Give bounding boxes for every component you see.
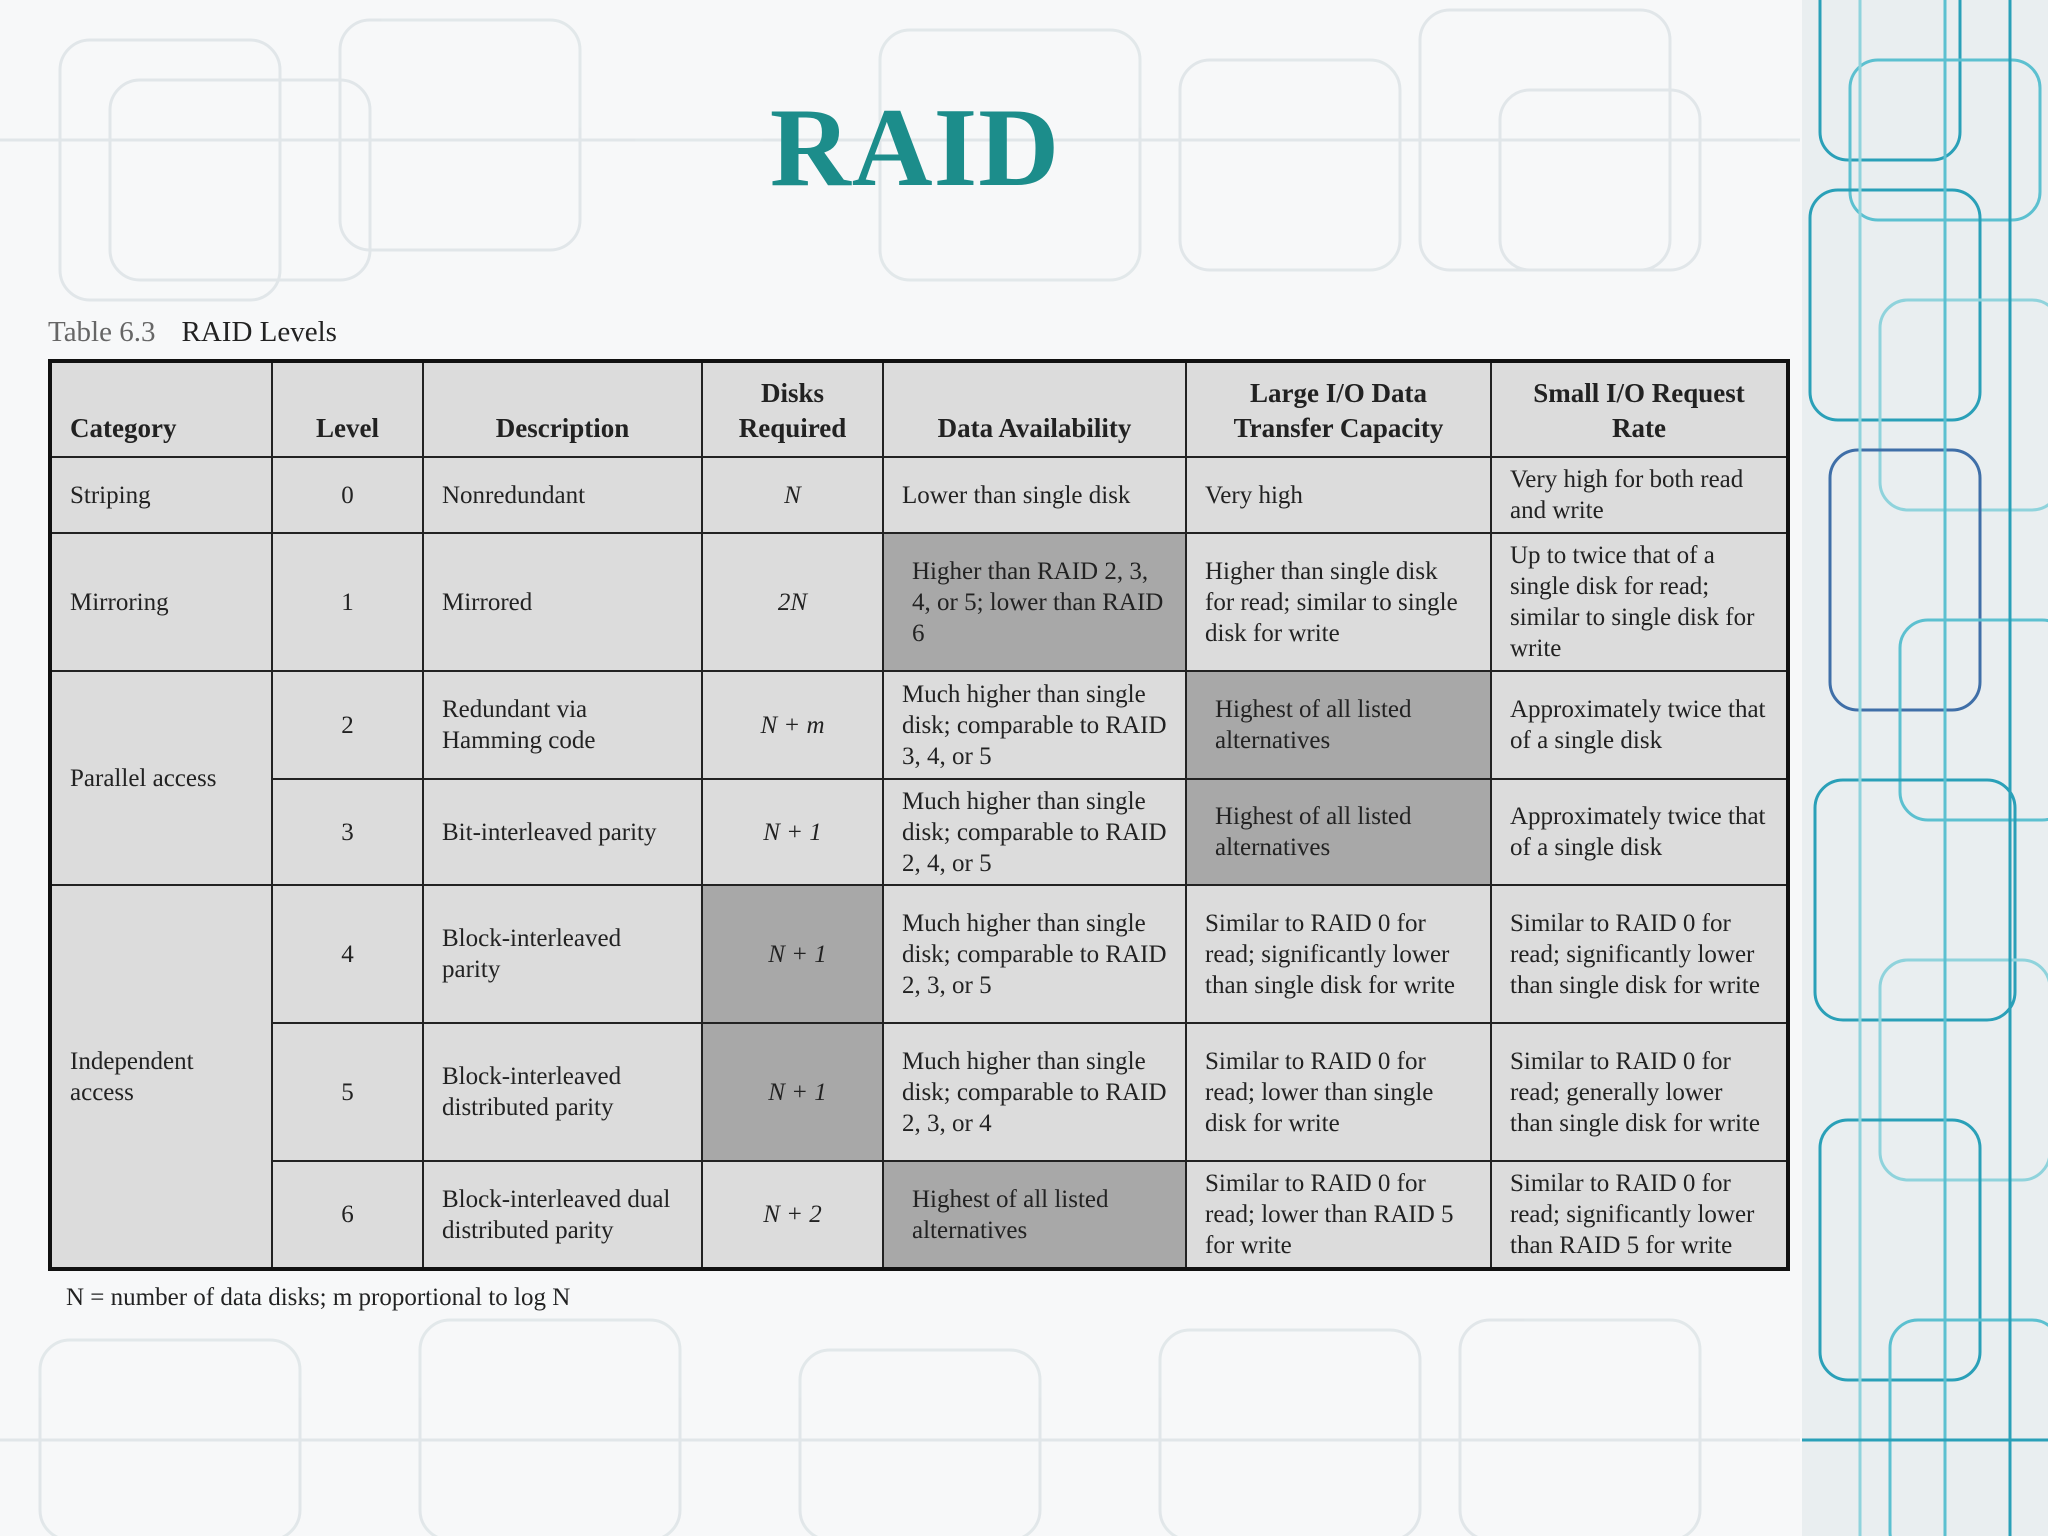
small-io-cell: Similar to RAID 0 for read; significantly lower than single disk for write <box>1491 885 1788 1023</box>
raid-levels-table <box>48 359 1790 1271</box>
table-caption <box>48 312 337 352</box>
header-category: Category <box>50 361 272 457</box>
table-footnote: N = number of data disks; m proportional to log N <box>66 1284 571 1311</box>
table-row <box>50 1161 1788 1269</box>
description-cell: Block-interleaved distributed parity <box>423 1023 702 1161</box>
large-io-cell: Highest of all listed alternatives <box>1186 779 1491 885</box>
right-edge-line-pattern <box>1802 0 2048 1536</box>
table-row <box>50 1023 1788 1161</box>
disks-cell: N + 1 <box>702 885 883 1023</box>
disks-cell: N + m <box>702 671 883 779</box>
description-cell: Redundant via Hamming code <box>423 671 702 779</box>
disks-cell: N <box>702 457 883 533</box>
description-cell: Bit-interleaved parity <box>423 779 702 885</box>
level-cell: 2 <box>272 671 423 779</box>
table-row <box>50 885 1788 1023</box>
availability-cell: Highest of all listed alternatives <box>883 1161 1186 1269</box>
large-io-cell: Similar to RAID 0 for read; significantly lower than single disk for write <box>1186 885 1491 1023</box>
availability-cell: Much higher than single disk; comparable to RAID 3, 4, or 5 <box>883 671 1186 779</box>
header-small-io: Small I/O Request Rate <box>1491 361 1788 457</box>
availability-cell: Much higher than single disk; comparable to RAID 2, 3, or 4 <box>883 1023 1186 1161</box>
large-io-cell: Similar to RAID 0 for read; lower than single disk for write <box>1186 1023 1491 1161</box>
small-io-cell: Up to twice that of a single disk for read; similar to single disk for write <box>1491 533 1788 671</box>
table-row <box>50 779 1788 885</box>
level-cell: 3 <box>272 779 423 885</box>
level-cell: 0 <box>272 457 423 533</box>
slide-title: RAID <box>769 86 1061 210</box>
small-io-cell: Approximately twice that of a single disk <box>1491 671 1788 779</box>
disks-cell: N + 1 <box>702 1023 883 1161</box>
category-cell: Striping <box>50 457 272 533</box>
availability-cell: Higher than RAID 2, 3, 4, or 5; lower than RAID 6 <box>883 533 1186 671</box>
description-cell: Nonredundant <box>423 457 702 533</box>
description-cell: Mirrored <box>423 533 702 671</box>
large-io-cell: Very high <box>1186 457 1491 533</box>
small-io-cell: Very high for both read and write <box>1491 457 1788 533</box>
table-number: Table 6.3 <box>48 316 156 348</box>
disks-cell: N + 1 <box>702 779 883 885</box>
availability-cell: Much higher than single disk; comparable to RAID 2, 4, or 5 <box>883 779 1186 885</box>
table-row <box>50 671 1788 779</box>
disks-cell: N + 2 <box>702 1161 883 1269</box>
category-cell: Mirroring <box>50 533 272 671</box>
availability-cell: Much higher than single disk; comparable to RAID 2, 3, or 5 <box>883 885 1186 1023</box>
header-level: Level <box>272 361 423 457</box>
header-disks-required: Disks Required <box>702 361 883 457</box>
table-name: RAID Levels <box>181 316 337 348</box>
header-large-io: Large I/O Data Transfer Capacity <box>1186 361 1491 457</box>
small-io-cell: Similar to RAID 0 for read; significantly lower than RAID 5 for write <box>1491 1161 1788 1269</box>
header-row <box>50 361 1788 457</box>
table-row <box>50 533 1788 671</box>
category-cell: Parallel access <box>50 671 272 885</box>
availability-cell: Lower than single disk <box>883 457 1186 533</box>
description-cell: Block-interleaved parity <box>423 885 702 1023</box>
small-io-cell: Similar to RAID 0 for read; generally lower than single disk for write <box>1491 1023 1788 1161</box>
category-cell: Independent access <box>50 885 272 1269</box>
disks-cell: 2N <box>702 533 883 671</box>
large-io-cell: Higher than single disk for read; similar to single disk for write <box>1186 533 1491 671</box>
level-cell: 6 <box>272 1161 423 1269</box>
header-description: Description <box>423 361 702 457</box>
small-io-cell: Approximately twice that of a single disk <box>1491 779 1788 885</box>
large-io-cell: Similar to RAID 0 for read; lower than RAID 5 for write <box>1186 1161 1491 1269</box>
level-cell: 4 <box>272 885 423 1023</box>
header-data-availability: Data Availability <box>883 361 1186 457</box>
level-cell: 5 <box>272 1023 423 1161</box>
level-cell: 1 <box>272 533 423 671</box>
large-io-cell: Highest of all listed alternatives <box>1186 671 1491 779</box>
description-cell: Block-interleaved dual distributed parity <box>423 1161 702 1269</box>
table-row <box>50 457 1788 533</box>
